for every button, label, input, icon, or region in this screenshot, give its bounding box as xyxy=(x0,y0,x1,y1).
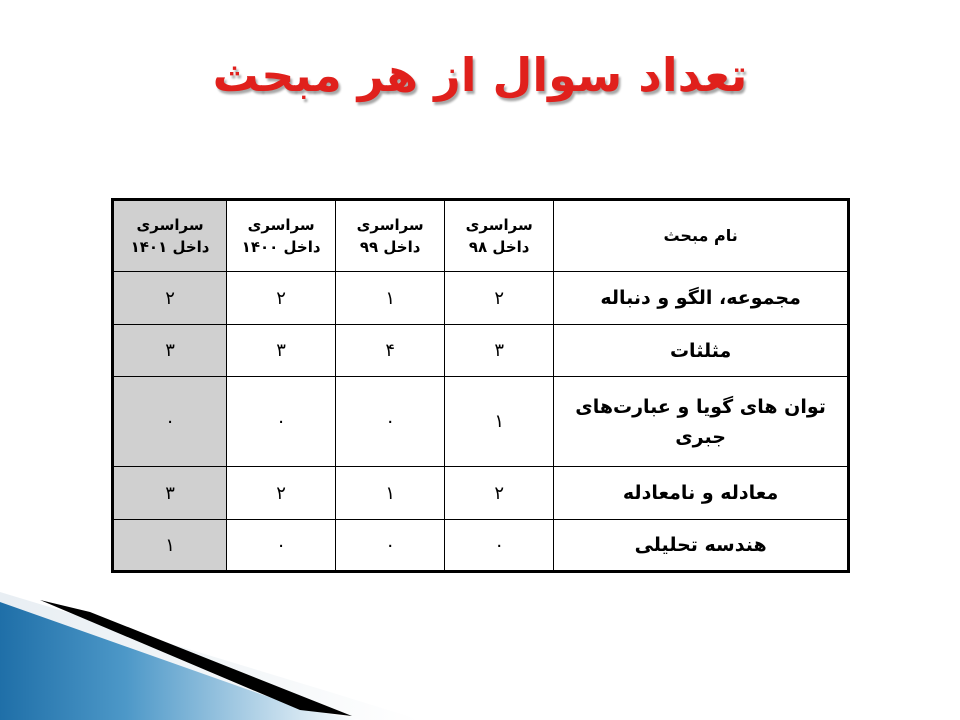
table-row xyxy=(113,467,849,520)
header-1400 xyxy=(227,200,336,272)
cell-1401: ۳ xyxy=(113,325,227,377)
header-1401 xyxy=(113,200,227,272)
cell-1401: ۲ xyxy=(113,272,227,325)
header-98 xyxy=(445,200,554,272)
table-row xyxy=(113,272,849,325)
header-98-line2: داخل ۹۸ xyxy=(468,238,530,256)
cell-1400: ۰ xyxy=(227,520,336,572)
cell-1400: ۲ xyxy=(227,467,336,520)
row-topic: هندسه تحلیلی xyxy=(554,520,849,572)
row-topic: توان های گویا و عبارت‌های جبری xyxy=(554,377,849,467)
row-topic: مجموعه، الگو و دنباله xyxy=(554,272,849,325)
cell-98: ۱ xyxy=(445,377,554,467)
table-row xyxy=(113,377,849,467)
header-1401-line2: داخل ۱۴۰۱ xyxy=(130,238,210,256)
table-row xyxy=(113,325,849,377)
cell-1401: ۰ xyxy=(113,377,227,467)
cell-1400: ۳ xyxy=(227,325,336,377)
table-container xyxy=(111,198,850,573)
cell-98: ۰ xyxy=(445,520,554,572)
row-topic: مثلثات xyxy=(554,325,849,377)
row-topic: معادله و نامعادله xyxy=(554,467,849,520)
header-99 xyxy=(336,200,445,272)
header-98-line1: سراسری xyxy=(465,216,533,234)
cell-1401: ۱ xyxy=(113,520,227,572)
cell-99: ۰ xyxy=(336,377,445,467)
topics-table xyxy=(111,198,850,573)
cell-99: ۰ xyxy=(336,520,445,572)
header-1401-line1: سراسری xyxy=(136,216,204,234)
table-row xyxy=(113,520,849,572)
header-99-line1: سراسری xyxy=(356,216,424,234)
header-1400-line2: داخل ۱۴۰۰ xyxy=(241,238,321,256)
cell-98: ۲ xyxy=(445,467,554,520)
cell-1400: ۰ xyxy=(227,377,336,467)
cell-99: ۴ xyxy=(336,325,445,377)
cell-1400: ۲ xyxy=(227,272,336,325)
decorative-swoosh xyxy=(0,590,960,720)
cell-98: ۲ xyxy=(445,272,554,325)
slide-title: تعداد سوال از هر مبحث xyxy=(212,48,748,102)
cell-1401: ۳ xyxy=(113,467,227,520)
cell-99: ۱ xyxy=(336,467,445,520)
cell-98: ۳ xyxy=(445,325,554,377)
header-99-line2: داخل ۹۹ xyxy=(359,238,421,256)
header-1400-line1: سراسری xyxy=(247,216,315,234)
cell-99: ۱ xyxy=(336,272,445,325)
header-row xyxy=(113,200,849,272)
header-topic: نام مبحث xyxy=(554,200,849,272)
